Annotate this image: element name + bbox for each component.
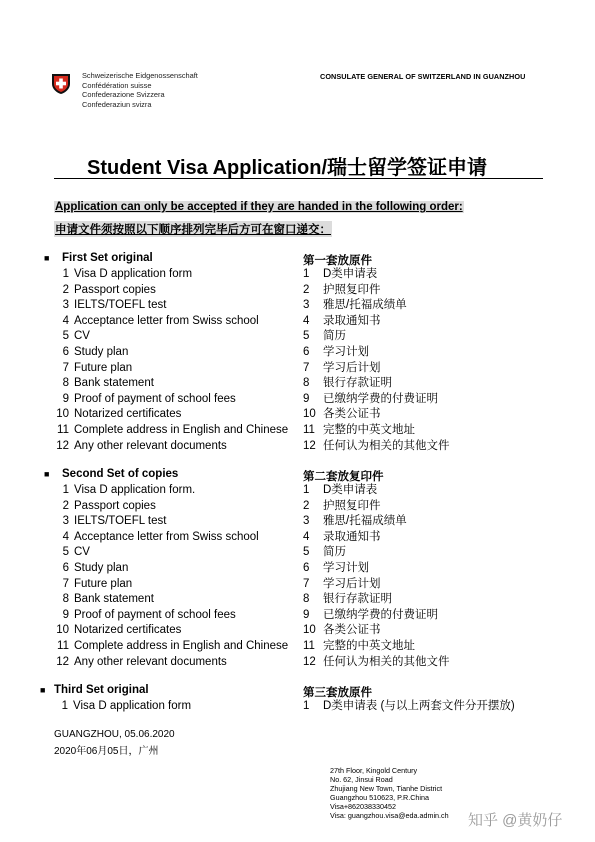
address-line: Zhujiang New Town, Tianhe District xyxy=(330,783,443,793)
list-item: 8 银行存款证明 xyxy=(303,377,392,390)
list-item: 3 IELTS/TOEFL test xyxy=(62,299,167,312)
list-item: 4 Acceptance letter from Swiss school xyxy=(62,530,259,543)
list-item: 1 Visa D application form xyxy=(62,268,193,280)
list-item: 10 Notarized certificates xyxy=(56,624,182,637)
admin-line: Schweizerische Eidgenossenschaft xyxy=(82,71,198,80)
list-item: 9 Proof of payment of school fees xyxy=(62,392,236,405)
list-item: 8 Bank statement xyxy=(62,593,154,606)
list-item: 6 Study plan xyxy=(62,345,129,358)
admin-line: Confederazione Svizzera xyxy=(82,90,165,100)
list-item: 9 已缴纳学费的付费证明 xyxy=(303,392,438,405)
list-item: 6 Study plan xyxy=(62,561,129,574)
consulate-address xyxy=(330,767,449,820)
list-item: 3 雅思/托福成绩单 xyxy=(303,299,407,312)
list-item: 4 录取通知书 xyxy=(303,314,381,327)
section-heading-en: Third Set original xyxy=(54,684,149,696)
list-item: 2 Passport copies xyxy=(62,283,156,296)
list-item: 5 CV xyxy=(62,330,90,343)
section-heading-zh: 第二套放复印件 xyxy=(303,471,384,483)
list-item: 7 Future plan xyxy=(62,361,133,374)
list-english-2 xyxy=(50,483,288,669)
list-item: 4 Acceptance letter from Swiss school xyxy=(62,314,259,327)
date-english: GUANGZHOU, 05.06.2020 xyxy=(54,729,175,740)
admin-line: Confédération suisse xyxy=(82,80,152,90)
list-item: 10 各类公证书 xyxy=(303,408,381,421)
address-line: Guangzhou 510623, P.R.China xyxy=(330,792,429,802)
section-heading-en: Second Set of copies xyxy=(62,468,179,480)
notice-english: Application can only be accepted if they are handed in the following order: xyxy=(55,201,463,213)
list-item: 6 学习计划 xyxy=(303,345,369,358)
list-item: 5 CV xyxy=(62,546,90,559)
address-line: 27th Floor, Kingold Century xyxy=(330,766,418,775)
list-item: 1 D类申请表 xyxy=(303,268,378,280)
list-item: 11 完整的中英文地址 xyxy=(303,423,415,436)
list-item: 9 Proof of payment of school fees xyxy=(62,608,236,621)
list-item: 1 Visa D application form xyxy=(61,700,192,712)
list-item: 2 护照复印件 xyxy=(303,283,381,296)
admin-line: Confederaziun svizra xyxy=(82,99,152,109)
list-item: 8 Bank statement xyxy=(62,377,154,390)
list-chinese-2 xyxy=(303,483,450,669)
date-chinese: 2020年06月05日，广州 xyxy=(54,746,159,757)
list-item: 8 银行存款证明 xyxy=(303,593,392,606)
list-item: 2 Passport copies xyxy=(62,499,156,512)
list-item: 11 Complete address in English and Chinese xyxy=(57,423,289,436)
list-item: 12 Any other relevant documents xyxy=(56,655,227,668)
list-item: 10 各类公证书 xyxy=(303,624,381,637)
list-item: 3 IELTS/TOEFL test xyxy=(62,515,167,528)
section-heading-en: First Set original xyxy=(62,252,153,264)
list-item: 12 任何认为相关的其他文件 xyxy=(303,655,450,668)
zhihu-watermark: 知乎 @黄奶仔 xyxy=(468,812,563,829)
address-line: No. 62, Jinsui Road xyxy=(330,774,393,784)
list-item: 12 Any other relevant documents xyxy=(56,439,227,452)
list-item: 9 已缴纳学费的付费证明 xyxy=(303,608,438,621)
list-item: 7 Future plan xyxy=(62,577,133,590)
list-item: 5 简历 xyxy=(303,330,346,343)
title-divider xyxy=(54,178,543,179)
list-item: 11 Complete address in English and Chinese xyxy=(57,639,289,652)
bullet-icon: ■ xyxy=(44,469,50,479)
address-line: Visa: guangzhou.visa@eda.admin.ch xyxy=(330,810,449,820)
address-line: Visa+862038330452 xyxy=(330,801,397,811)
list-item: 1 D类申请表 xyxy=(303,484,378,496)
list-item: 2 护照复印件 xyxy=(303,499,381,512)
consulate-name: CONSULATE GENERAL OF SWITZERLAND IN GUANZHOU xyxy=(320,72,526,81)
list-item: 6 学习计划 xyxy=(303,561,369,574)
page-title: Student Visa Application/瑞士留学签证申请 xyxy=(87,157,488,179)
notice-chinese: 申请文件须按照以下顺序排列完毕后方可在窗口递交： xyxy=(54,221,332,237)
bullet-icon: ■ xyxy=(40,685,46,695)
list-item: 7 学习后计划 xyxy=(303,577,381,590)
list-item: 12 任何认为相关的其他文件 xyxy=(303,439,450,452)
swiss-crest-icon xyxy=(50,73,72,95)
list-english-1 xyxy=(50,267,288,453)
list-item: 4 录取通知书 xyxy=(303,530,381,543)
bullet-icon: ■ xyxy=(44,253,50,263)
list-item: 1 D类申请表 (与以上两套文件分开摆放) xyxy=(303,700,515,712)
federal-administration-block xyxy=(82,71,198,109)
list-item: 5 简历 xyxy=(303,546,346,559)
list-item: 1 Visa D application form. xyxy=(62,484,196,496)
list-item: 10 Notarized certificates xyxy=(56,408,182,421)
list-item: 11 完整的中英文地址 xyxy=(303,639,415,652)
list-item: 7 学习后计划 xyxy=(303,361,381,374)
section-heading-zh: 第三套放原件 xyxy=(303,687,372,699)
list-chinese-1 xyxy=(303,267,450,453)
section-heading-zh: 第一套放原件 xyxy=(303,255,372,267)
list-item: 3 雅思/托福成绩单 xyxy=(303,515,407,528)
